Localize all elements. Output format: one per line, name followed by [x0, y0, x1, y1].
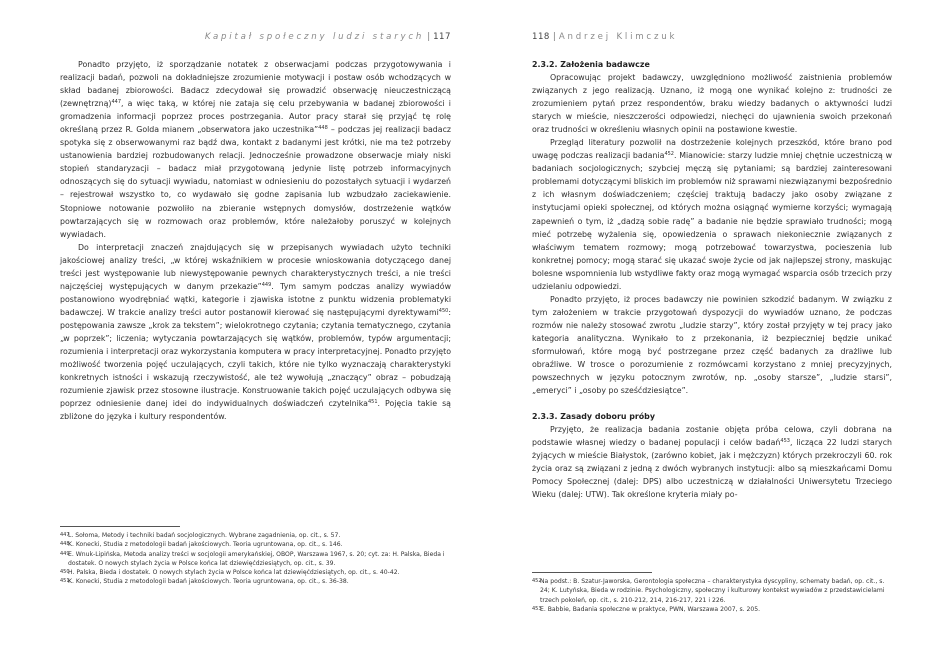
paragraph: [532, 136, 892, 293]
footnote-text: E. Wnuk-Lipińska, Metoda analizy treści w socjologii amerykańskiej, OBOP, Warszawa 1967, s. 20; cyt. za: H. Palska, Bieda i dostatek. O nowych stylach życia w Polsce końca lat dziewięćdziesiątych, op. cit., s. 39.: [68, 550, 445, 567]
footnote: [60, 540, 451, 549]
text-run: : postępowania zawsze „krok za tekstem”; wielokrotnego czytania; czytania tematycznego, czytania „w poprzek”; liczenia; wytyczania powtarzających się wątków, problemów, typów argumentacji; rozumienia i interpretacji oraz wykorzystania komputera w pracy interpretacyjnej. Ponadto przyjęto możliwość tworzenia pojęć uczulających, czyli takich, które nie tylko wyznaczają charakterystyki konkretnych istności i wskazują rzeczywistość, ale też wywołują „znaczący” obraz – pobudzają rozumienie zjawisk przez stosowne ilustracje. Konstruowanie takich pojęć uczulających odbywa się poprzez odniesienie danej idei do indywidualnych doświadczeń czytelnika: [60, 307, 451, 409]
footnote-ref[interactable]: 453: [780, 438, 790, 445]
text-run: Przyjęto, że realizacja badania zostanie objęta próba celowa, czyli dobrana na podstawie własnej wiedzy o badanej populacji i celów badań: [532, 425, 892, 448]
footnote-text: L. Sołoma, Metody i techniki badań socjologicznych. Wybrane zagadnienia, op. cit., s. 57.: [68, 532, 341, 539]
footnote-number: 452: [532, 578, 542, 584]
text-run: Przegląd literatury pozwolił na dostrzeżenie kolejnych przeszkód, które brano pod uwagę podczas realizacji badania: [532, 138, 892, 161]
footnotes-right: [532, 572, 892, 614]
text-run: , a więc taką, w której nie zataja się celu przebywania w badanej zbiorowości i gromadzenia informacji poprzez proces postrzegania. Autor pracy starał się przyjąć tę rolę określaną przez R. Golda mianem „obserwatora jako uczestnika”: [60, 99, 451, 135]
paragraph: Opracowując projekt badawczy, uwzględniono możliwość zaistnienia problemów związanych z jego realizacją. Uznano, iż mogą one wynikać kolejno z: trudności ze zrozumieniem pytań przez respondentów, braku wiedzy badanych o aktywności ludzi starych w mieście, nieszczerości odpowiedzi, niechęci do ujawnienia swoich przekonań oraz trudności w określeniu własnych opinii na postawione kwestie.: [532, 73, 892, 135]
footnote-ref[interactable]: 451: [367, 399, 378, 406]
section-gap: [532, 397, 892, 410]
header-author: Andrzej Klimczuk: [558, 32, 678, 42]
footnote-number: 453: [532, 605, 542, 612]
footnote-ref[interactable]: 447: [111, 99, 122, 106]
footnote: [60, 577, 451, 586]
section-heading: 2.3.2. Założenia badawcze: [532, 60, 650, 69]
paragraph: [532, 423, 892, 501]
running-header-right: [532, 30, 892, 44]
paragraph: [60, 241, 451, 424]
paragraph: Ponadto przyjęto, iż proces badawczy nie powinien szkodzić badanym. W związku z tym założeniem w trakcie przygotowań dyspozycji do wywiadów uznano, że podczas rozmów nie należy stosować zwrotu „ludzie starzy”, który został przyjęty w tej pracy jako kategoria analityczna. Wynikało to z przekonania, iż bezpieczniej będzie unikać sformułowań, które mogą być postrzegane przez część badanych za drażliwe lub obraźliwe. W trosce o porozumienie z rozmówcami korzystano z mniej precyzyjnych, powszechnych w języku potocznym zwrotów, np. „osoby starsze”, „ludzie starsi”, „emeryci” i „osoby po sześćdziesiątce”.: [532, 294, 892, 396]
footnote-number: 449: [60, 550, 70, 557]
footnote-number: 450: [60, 569, 70, 576]
section-heading: 2.3.3. Zasady doboru próby: [532, 412, 655, 422]
footnote-number: 451: [60, 578, 70, 585]
footnote-ref[interactable]: 452: [664, 151, 674, 158]
footnote-rule: [60, 526, 180, 527]
footnote-number: 448: [60, 541, 70, 548]
header-title: Kapitał społeczny ludzi starych: [204, 32, 425, 42]
right-page: [475, 0, 950, 672]
footnote-number: 447: [60, 532, 70, 538]
paragraph: [60, 58, 451, 241]
text-run: . Tym samym podczas analizy wywiadów postanowiono wyodrębniać wątki, kategorie i zjawiska istotne z punktu widzenia problematyki badawczej. W trakcie analizy treści autor postanowił kierować się następującymi dyrektywami: [60, 281, 451, 317]
footnote: [532, 577, 892, 605]
footnote-ref[interactable]: 450: [438, 307, 449, 314]
footnote-ref[interactable]: 448: [318, 125, 328, 132]
footnote: [60, 550, 451, 569]
running-header-left: [60, 30, 451, 44]
text-run: Ponadto przyjęto, iż sporządzanie notatek z obserwacjami podczas przygotowywania i realizacji badań, pozwoli na dokładniejsze zrozumienie motywacji i postaw osób wchodzących w skład badanej zbiorowości. Badacz zdecydował się prowadzić obserwację nieuczestniczącą (zewnętrzną): [60, 60, 451, 109]
text-run: Do interpretacji znaczeń znajdujących się w przepisanych wywiadach użyto techniki jakościowej analizy treści, „w której wskaźnikiem w procesie wnioskowania dotyczącego danej treści jest występowanie lub niewystępowanie pewnych charakterystycznych treści, a nie treści najczęściej występujących w danym przekazie”: [60, 242, 451, 291]
page-number: 118: [532, 32, 550, 42]
text-run: , licząca 22 ludzi starych żyjących w mieście Białystok, (zarówno kobiet, jak i mężczyzn) których przekroczyli 60. rok życia oraz są związani z jedną z dwóch wybranych instytucji: albo są mieszkańcami Domu Pomocy Społecznej (dalej: DPS) albo uczestniczą w działalności Uniwersytetu Trzeciego Wieku (dalej: UTW). Tak określone kryteria miały po-: [532, 438, 892, 500]
body-text: [60, 58, 451, 423]
footnote-text: Na podst.: B. Szatur-Jaworska, Gerontologia społeczna – charakterystyka dyscypliny, schematy badań, op. cit., s. 24; K. Lutyńska, Bieda w rodzinie. Psychologiczny, społeczny i kulturowy kontekst wywiadów z przedstawicielami trzech pokoleń, op. cit., s. 210-212, 214, 216-217, 221 i 226.: [540, 578, 885, 604]
body-text: [532, 58, 892, 501]
footnote-text: H. Palska, Bieda i dostatek. O nowych stylach życia w Polsce końca lat dziewięćdziesiątych, op. cit., s. 40-42.: [68, 569, 400, 577]
footnote-text: K. Konecki, Studia z metodologii badań jakościowych. Teoria ugruntowana, op. cit., s. 36-38.: [68, 578, 349, 586]
text-run: – podczas jej realizacji badacz spotyka się z obserwowanymi raz bądź dwa, kontakt z badanymi jest krótki, nie ma też potrzeby ustanowienia bardziej rozbudowanych relacji. Jednocześnie prowadzone obserwacje miały niski stopień standaryzacji – badacz miał przygotowaną jedynie listę potrzeb informacyjnych odnoszących się do sytuacji wywiadu, natomiast w odniesieniu do pozostałych sytuacji i wydarzeń – rejestrował wszystko to, co wydawało się godne zapisania lub wzbudzało zaciekawienie. Stopniowe notowanie pozwoliło na zbieranie wstępnych domysłów, dostrzeżenie wątków powtarzających się w rozmowach oraz problemów, które należałoby poruszyć w kolejnych wywiadach.: [60, 125, 452, 239]
footnote: [60, 568, 451, 577]
header-separator: |: [552, 32, 556, 42]
footnotes-left: [60, 526, 451, 587]
footnote: [60, 531, 451, 540]
text-run: . Mianowicie: starzy ludzie mniej chętnie uczestniczą w badaniach socjologicznych; szybciej męczą się pytaniami; są bardziej zainteresowani problemami dotyczącymi bliskich im problemów niż sprawami niezwiązanymi bezpośrednio z ich własnym doświadczeniem; częściej traktują badaczy jako osoby związane z instytucjami opieki społecznej, od których można osiągnąć wymierne korzyści; wymagają zapewnień o tym, iż „dadzą sobie radę” a badanie nie będzie sprawiało trudności; mogą mieć potrzebę wyżalenia się, opowiedzenia o sprawach niekoniecznie związanych z właściwym tematem rozmowy; mogą potrzebować towarzystwa, pocieszenia lub konkretnej pomocy; mogą starać się ukazać swoje życie od jak najlepszej strony, maskując bolesne wspomnienia lub wstydliwe fakty oraz mogą wymagać wsparcia osób trzecich przy udzielaniu odpowiedzi.: [532, 151, 892, 291]
page-number: 117: [433, 32, 451, 42]
footnote-rule: [532, 572, 652, 573]
footnote-text: K. Konecki, Studia z metodologii badań jakościowych. Teoria ugruntowana, op. cit., s. 146.: [68, 541, 343, 549]
header-separator: |: [427, 32, 431, 42]
text-run: . Pojęcia takie są zbliżone do języka i kultury respondentów.: [60, 399, 451, 422]
footnote-ref[interactable]: 449: [261, 281, 272, 288]
footnote-text: E. Babbie, Badania społeczne w praktyce, PWN, Warszawa 2007, s. 205.: [540, 605, 761, 613]
footnote: [532, 605, 892, 614]
